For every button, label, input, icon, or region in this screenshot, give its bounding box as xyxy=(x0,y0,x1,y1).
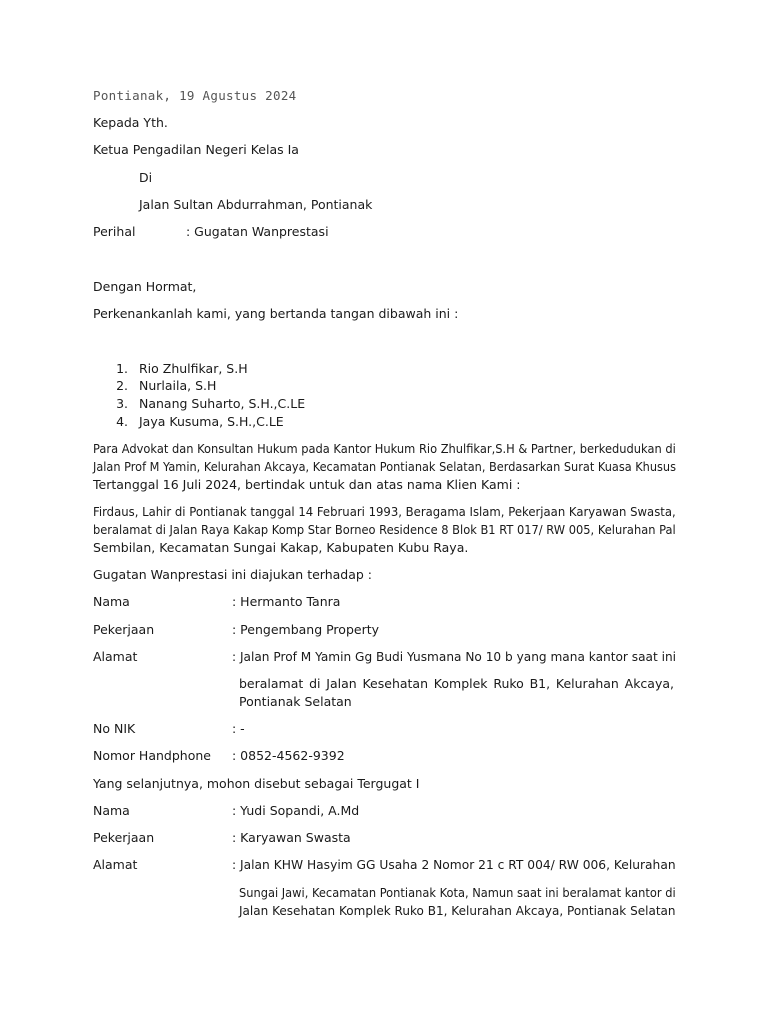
advocate-name: Nurlaila, S.H xyxy=(139,378,217,393)
list-number: 4. xyxy=(116,414,128,429)
greeting: Dengan Hormat, xyxy=(93,279,197,294)
defendant-2-job: : Karyawan Swasta xyxy=(232,830,351,845)
defendant-1-name: : Hermanto Tanra xyxy=(232,594,341,609)
list-number: 2. xyxy=(116,378,128,393)
letter-date: Pontianak, 19 Agustus 2024 xyxy=(93,88,297,103)
recipient-at: Di xyxy=(139,170,153,185)
para-advocates-line2: Jalan Prof M Yamin, Kelurahan Akcaya, Kecamatan Pontianak Selatan, Berdasarkan Surat Kuasa Khusus xyxy=(93,459,676,474)
defendant-1-designation: Yang selanjutnya, mohon disebut sebagai Tergugat I xyxy=(93,776,420,791)
field-label: Nama xyxy=(93,803,130,818)
defendant-1-job: : Pengembang Property xyxy=(232,622,380,637)
intro-text: Perkenankanlah kami, yang bertanda tangan dibawah ini : xyxy=(93,306,459,321)
salutation-to: Kepada Yth. xyxy=(93,115,168,130)
list-number: 3. xyxy=(116,396,128,411)
list-number: 1. xyxy=(116,361,128,376)
recipient-title: Ketua Pengadilan Negeri Kelas Ia xyxy=(93,142,299,157)
subject-value: : Gugatan Wanprestasi xyxy=(186,224,329,239)
defendant-1-phone: : 0852-4562-9392 xyxy=(232,748,345,763)
defendant-1-address-line2: beralamat di Jalan Kesehatan Komplek Ruko B1, Kelurahan Akcaya, xyxy=(239,676,674,691)
field-label: Pekerjaan xyxy=(93,830,155,845)
defendant-1-nik: : - xyxy=(232,721,245,736)
para-client-line2: beralamat di Jalan Raya Kakap Komp Star Borneo Residence 8 Blok B1 RT 017/ RW 005, Kelurahan Pal xyxy=(93,522,676,537)
para-client-line1: Firdaus, Lahir di Pontianak tanggal 14 Februari 1993, Beragama Islam, Pekerjaan Karyawan Swasta, xyxy=(93,504,676,519)
advocate-name: Rio Zhulfikar, S.H xyxy=(139,361,248,376)
field-label: Alamat xyxy=(93,857,138,872)
defendant-2-address-line3: Jalan Kesehatan Komplek Ruko B1, Kelurahan Akcaya, Pontianak Selatan xyxy=(239,903,676,918)
defendant-1-address-line1: : Jalan Prof M Yamin Gg Budi Yusmana No 10 b yang mana kantor saat ini xyxy=(232,649,677,664)
defendant-2-address-line1: : Jalan KHW Hasyim GG Usaha 2 Nomor 21 c RT 004/ RW 006, Kelurahan xyxy=(232,857,676,872)
subject-label: Perihal xyxy=(93,224,136,239)
field-label: No NIK xyxy=(93,721,136,736)
advocate-name: Nanang Suharto, S.H.,C.LE xyxy=(139,396,306,411)
para-advocates-line3: Tertanggal 16 Juli 2024, bertindak untuk dan atas nama Klien Kami : xyxy=(93,477,521,492)
para-advocates-line1: Para Advokat dan Konsultan Hukum pada Kantor Hukum Rio Zhulfikar,S.H & Partner, berkedudukan di xyxy=(93,441,676,456)
advocate-name: Jaya Kusuma, S.H.,C.LE xyxy=(139,414,284,429)
defendant-2-address-line2: Sungai Jawi, Kecamatan Pontianak Kota, Namun saat ini beralamat kantor di xyxy=(239,885,676,900)
field-label: Nomor Handphone xyxy=(93,748,211,763)
against-text: Gugatan Wanprestasi ini diajukan terhadap : xyxy=(93,567,373,582)
field-label: Pekerjaan xyxy=(93,622,155,637)
recipient-address: Jalan Sultan Abdurrahman, Pontianak xyxy=(139,197,373,212)
defendant-2-name: : Yudi Sopandi, A.Md xyxy=(232,803,360,818)
field-label: Alamat xyxy=(93,649,138,664)
defendant-1-address-line3: Pontianak Selatan xyxy=(239,694,352,709)
field-label: Nama xyxy=(93,594,130,609)
para-client-line3: Sembilan, Kecamatan Sungai Kakap, Kabupaten Kubu Raya. xyxy=(93,540,469,555)
